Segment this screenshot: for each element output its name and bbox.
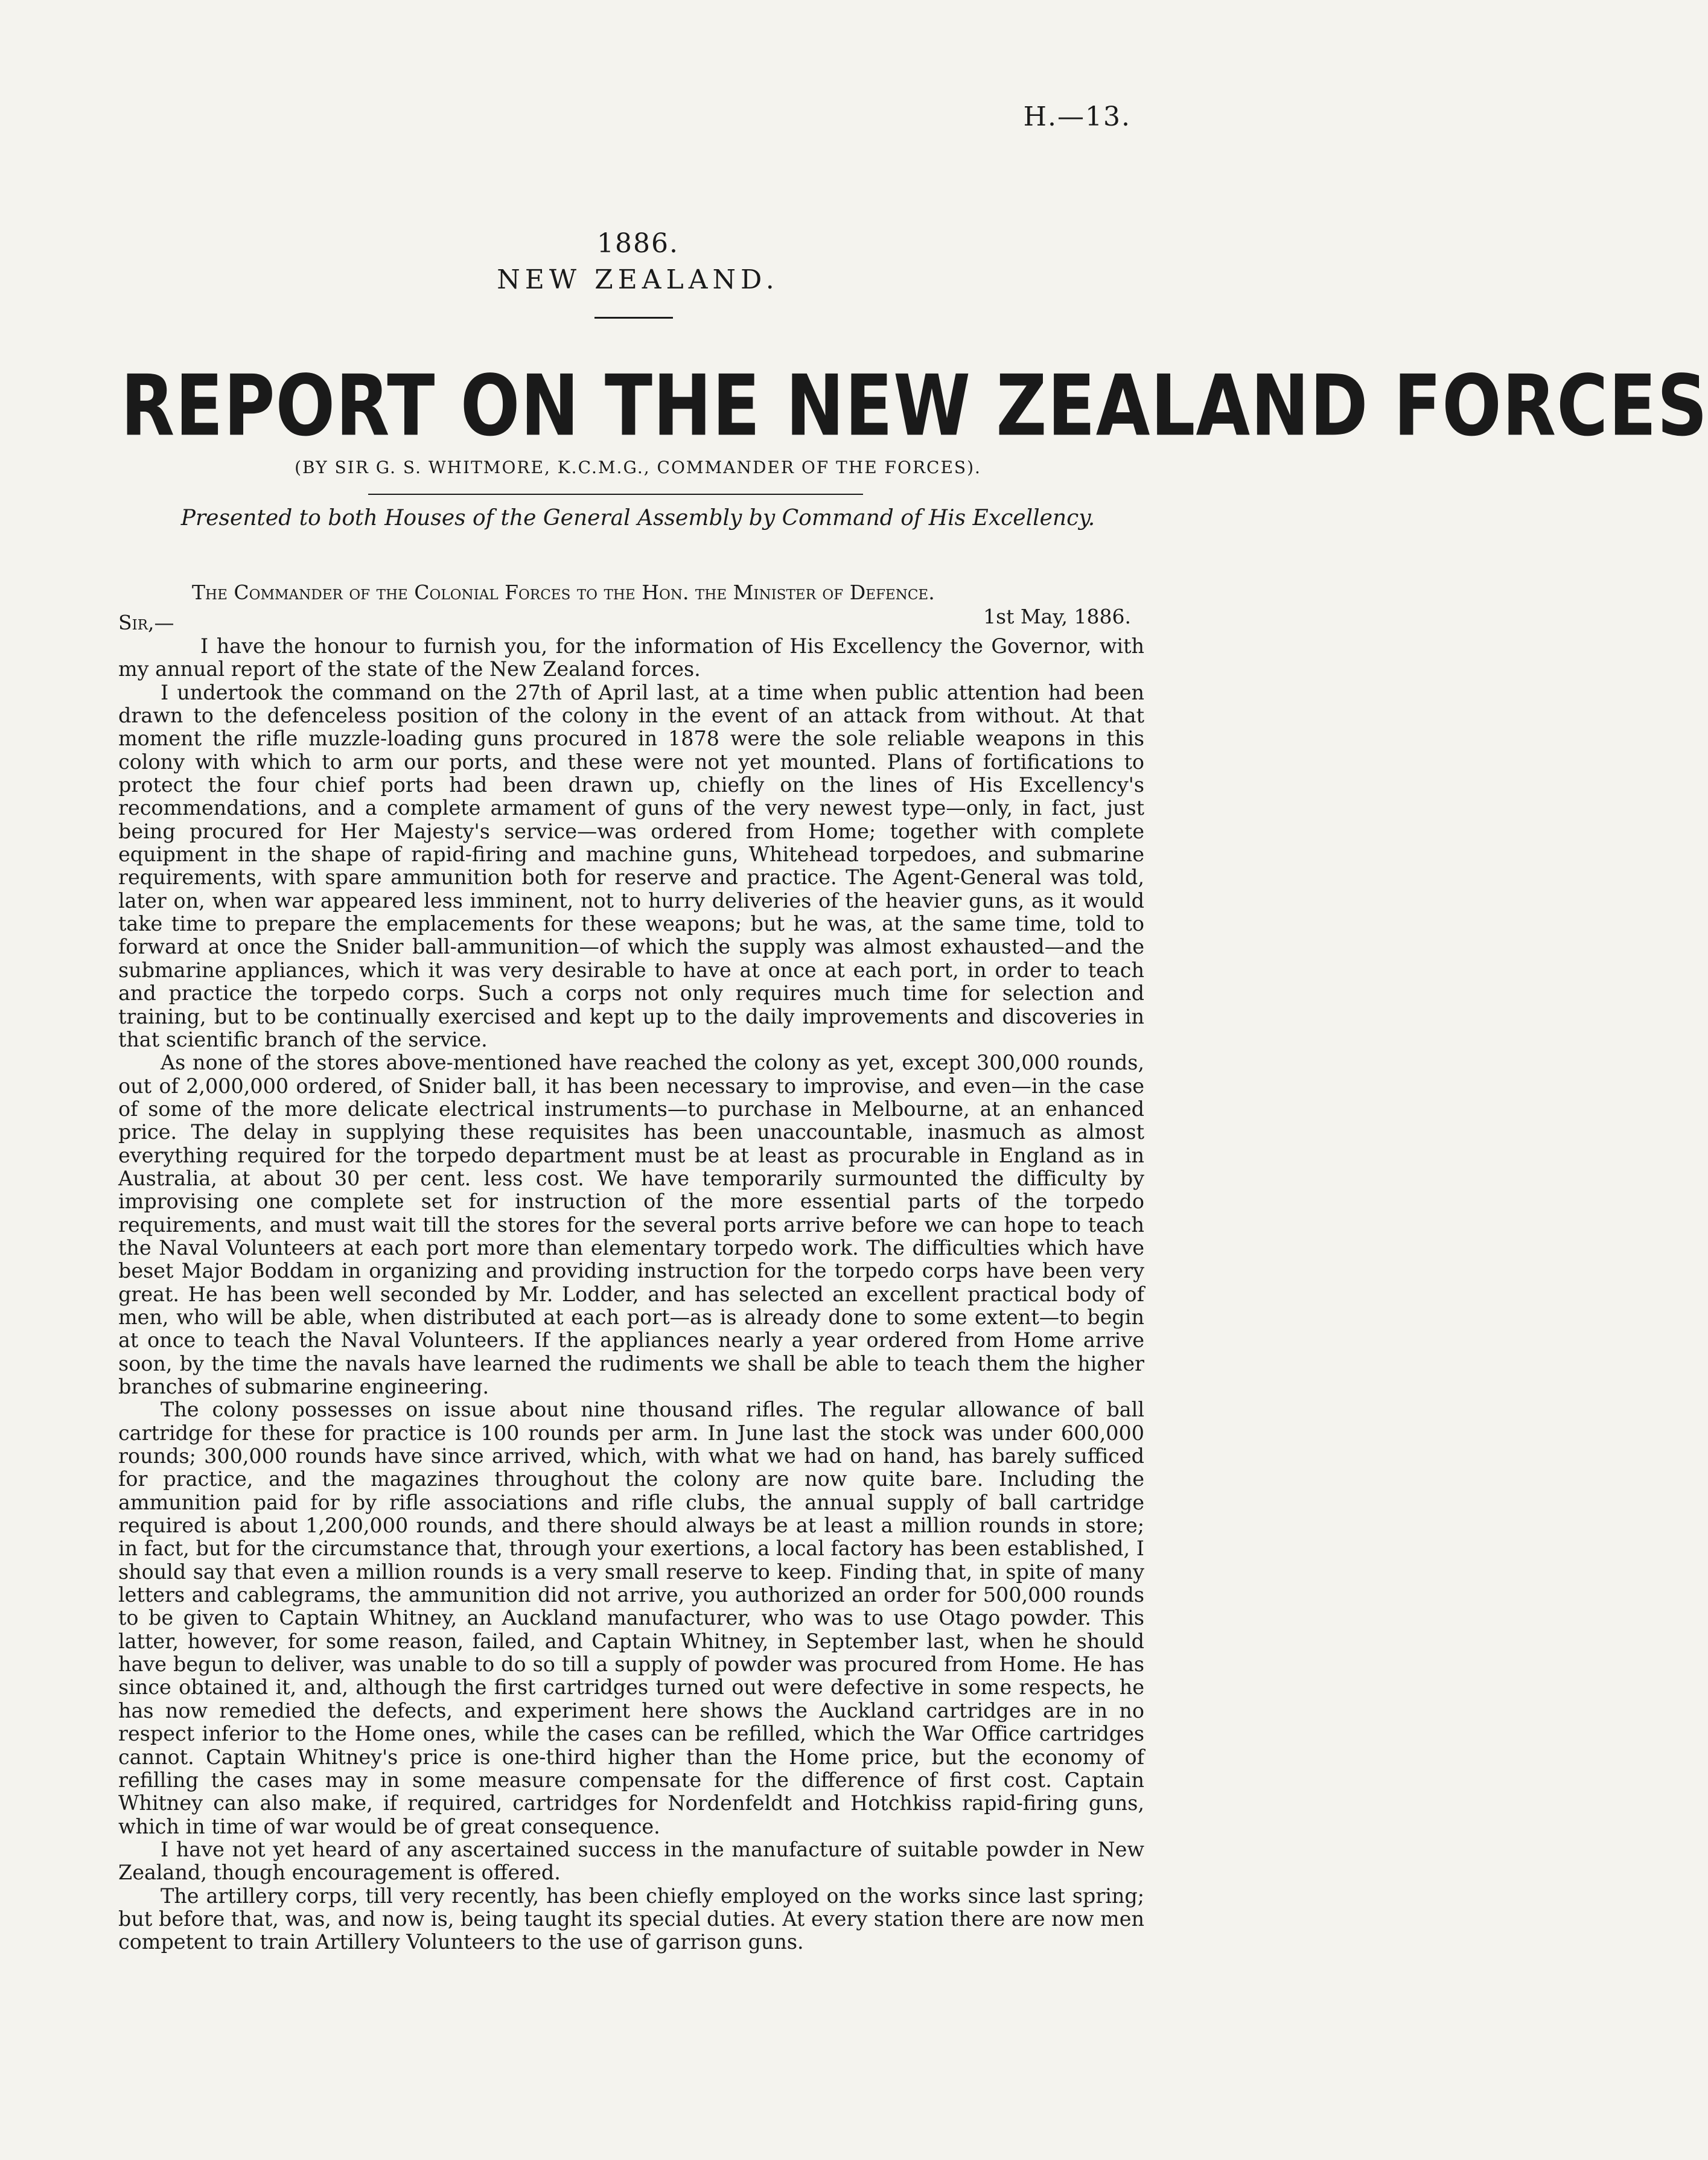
report-year: 1886.	[597, 228, 679, 259]
letter-date: 1st May, 1886.	[983, 605, 1131, 628]
letter-addressed: The Commander of the Colonial Forces to the Hon. the Minister of Defence.	[192, 581, 935, 604]
country-heading: NEW ZEALAND.	[497, 264, 779, 295]
page-reference: H.—13.	[1023, 101, 1131, 132]
divider	[368, 494, 863, 495]
paragraph: As none of the stores above-mentioned have reached the colony as yet, except 300,000 rounds, out of 2,000,000 ordered, of Snider ball, it has been necessary to improvise, and even—in the case of some of the more delicate electrical instruments—to purchase in Melbourne, at an enhanced price. The delay in supplying these requisites has been unaccountable, inasmuch as almost everything required for the torpedo department must be at least as procurable in England as in Australia, at about 30 per cent. less cost. We have temporarily surmounted the difficulty by improvising one complete set for instruction of the more essential parts of the torpedo requirements, and must wait till the stores for the several ports arrive before we can hope to teach the Naval Volunteers at each port more than elementary torpedo work. The difficulties which have beset Major Boddam in organizing and providing instruction for the torpedo corps have been very great. He has been well seconded by Mr. Lodder, and has selected an excellent practical body of men, who will be able, when distributed at each port—as is already done to some extent—to begin at once to teach the Naval Volunteers. If the appliances nearly a year ordered from Home arrive soon, by the time the navals have learned the rudiments we shall be able to teach them the higher branches of submarine engineering.	[118, 1051, 1144, 1398]
presented-note: Presented to both Houses of the General Assembly by Command of His Excellency.	[180, 506, 1095, 530]
paragraph: I have not yet heard of any ascertained success in the manufacture of suitable powder in New Zealand, though encouragement is offered.	[118, 1837, 1144, 1885]
paragraph: I undertook the command on the 27th of April last, at a time when public attention had been drawn to the defenceless position of the colony in the event of an attack from without. At that moment the rifle muzzle-loading guns procured in 1878 were the sole reliable weapons in this colony with which to arm our ports, and these were not yet mounted. Plans of fortifications to protect the four chief ports had been drawn up, chiefly on the lines of His Excellency's recommendations, and a complete armament of guns of the very newest type—only, in fact, just being procured for Her Majesty's service—was ordered from Home; together with complete equipment in the shape of rapid-firing and machine guns, Whitehead torpedoes, and submarine requirements, with spare ammunition both for reserve and practice. The Agent-General was told, later on, when war appeared less imminent, not to hurry deliveries of the heavier guns, as it would take time to prepare the emplacements for these weapons; but he was, at the same time, told to forward at once the Snider ball-ammunition—of which the supply was almost exhausted—and the submarine appliances, which it was very desirable to have at once at each port, in order to teach and practice the torpedo corps. Such a corps not only requires much time for selection and training, but to be continually exercised and kept up to the daily improvements and discoveries in that scientific branch of the service.	[118, 680, 1144, 1051]
paragraph: I have the honour to furnish you, for the information of His Excellency the Governor, with my annual report of the state of the New Zealand forces.	[118, 634, 1144, 681]
short-divider	[594, 317, 673, 319]
letter-body	[118, 635, 1144, 1954]
letter-salutation: Sir,—	[118, 611, 174, 634]
paragraph: The artillery corps, till very recently, has been chiefly employed on the works since last spring; but before that, was, and now is, being taught its special duties. At every station there are now men competent to train Artillery Volunteers to the use of garrison guns.	[118, 1884, 1144, 1954]
paragraph: The colony possesses on issue about nine thousand rifles. The regular allowance of ball cartridge for these for practice is 100 rounds per arm. In June last the stock was under 600,000 rounds; 300,000 rounds have since arrived, which, with what we had on hand, has barely sufficed for practice, and the magazines throughout the colony are now quite bare. Including the ammunition paid for by rifle associations and rifle clubs, the annual supply of ball cartridge required is about 1,200,000 rounds, and there should always be at least a million rounds in store; in fact, but for the circumstance that, through your exertions, a local factory has been established, I should say that even a million rounds is a very small reserve to keep. Finding that, in spite of many letters and cablegrams, the ammunition did not arrive, you authorized an order for 500,000 rounds to be given to Captain Whitney, an Auckland manufacturer, who was to use Otago powder. This latter, however, for some reason, failed, and Captain Whitney, in September last, when he should have begun to deliver, was unable to do so till a supply of powder was procured from Home. He has since obtained it, and, although the first cartridges turned out were defective in some respects, he has now remedied the defects, and experiment here shows the Auckland cartridges are in no respect inferior to the Home ones, while the cases can be refilled, which the War Office cartridges cannot. Captain Whitney's price is one-third higher than the Home price, but the economy of refilling the cases may in some measure compensate for the difference of first cost. Captain Whitney can also make, if required, cartridges for Nordenfeldt and Hotchkiss rapid-firing guns, which in time of war would be of great consequence.	[118, 1398, 1144, 1838]
report-title: REPORT ON THE NEW ZEALAND FORCES	[121, 357, 1708, 455]
report-subtitle: (BY SIR G. S. WHITMORE, K.C.M.G., COMMANDER OF THE FORCES).	[295, 457, 981, 477]
